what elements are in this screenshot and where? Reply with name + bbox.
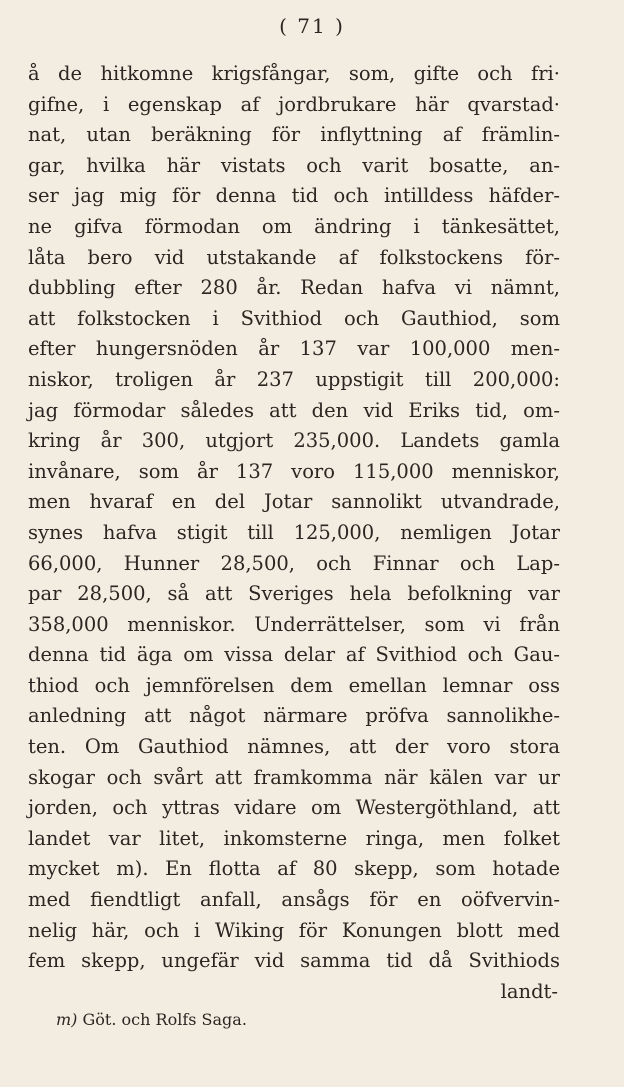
text-line: jag förmodar således att den vid Eriks tid, om- [28,398,560,422]
text-line: att folkstocken i Svithiod och Gauthiod, som [28,306,560,330]
text-line: jorden, och yttras vidare om Westergöthland, att [28,796,560,820]
text-line: thiod och jemnförelsen dem emellan lemnar oss [28,673,560,697]
text-line: invånare, som år 137 voro 115,000 menniskor, [28,459,560,483]
text-line: dubbling efter 280 år. Redan hafva vi nämnt, [28,276,560,300]
footnote [56,1010,247,1029]
text-line: efter hungersnöden år 137 var 100,000 men- [28,337,560,361]
footnote-marker: m) [56,1010,78,1029]
text-line: 358,000 menniskor. Underrättelser, som vi från [28,612,560,636]
text-line: kring år 300, utgjort 235,000. Landets gamla [28,429,560,453]
text-line: landet var litet, inkomsterne ringa, men folket [28,826,560,850]
text-line: gifne, i egenskap af jordbrukare här qvarstad· [28,92,560,116]
catchword: landt- [500,979,558,1003]
text-line: ne gifva förmodan om ändring i tänkesättet, [28,214,560,238]
text-line: å de hitkomne krigsfångar, som, gifte och fri· [28,62,560,85]
text-line: låta bero vid utstakande af folkstockens för- [28,245,560,269]
text-line: med fiendtligt anfall, ansågs för en oöfvervin- [28,888,560,912]
text-line: nat, utan beräkning för inflyttning af främlin- [28,123,560,147]
text-line: fem skepp, ungefär vid samma tid då Svithiods [28,949,560,973]
text-line: par 28,500, så att Sveriges hela befolkning var [28,582,560,606]
text-line: skogar och svårt att framkomma när kälen var ur [28,765,560,789]
text-line: nelig här, och i Wiking för Konungen blott med [28,918,560,942]
text-line: gar, hvilka här vistats och varit bosatte, an- [28,153,560,177]
footnote-text: Göt. och Rolfs Saga. [82,1010,247,1029]
text-line: 66,000, Hunner 28,500, och Finnar och Lap- [28,551,560,575]
body-text [28,59,560,1007]
page-number: ( 71 ) [279,14,345,38]
text-line: niskor, troligen år 237 uppstigit till 200,000: [28,367,560,391]
text-line: ten. Om Gauthiod nämnes, att der voro stora [28,735,560,759]
text-line: synes hafva stigit till 125,000, nemligen Jotar [28,520,560,544]
text-line: denna tid äga om vissa delar af Svithiod och Gau- [28,643,560,667]
text-line: mycket m). En flotta af 80 skepp, som hotade [28,857,560,881]
text-line: men hvaraf en del Jotar sannolikt utvandrade, [28,490,560,514]
text-line: ser jag mig för denna tid och intilldess häfder- [28,184,560,208]
text-line: anledning att något närmare pröfva sannolikhe- [28,704,560,728]
